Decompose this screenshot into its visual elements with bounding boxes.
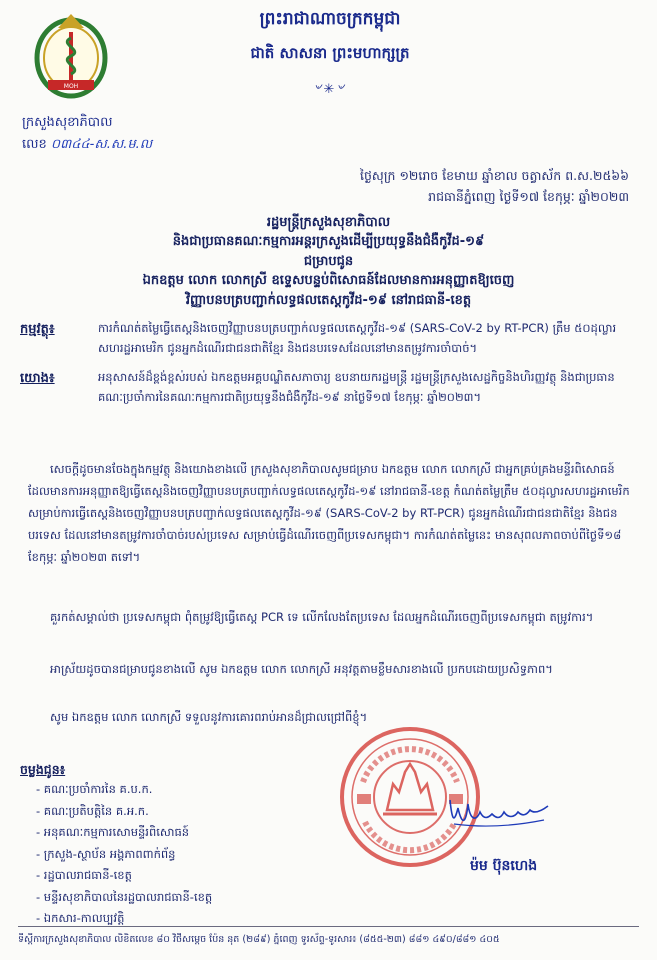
ministry-name: ក្រសួងសុខាភិបាល — [22, 115, 113, 130]
list-item: - មន្ទីរសុខាភិបាលនៃរដ្ឋបាលរាជធានី-ខេត្ត — [36, 889, 213, 904]
closing-paragraph: សូម ឯកឧត្តម លោក លោកស្រី ទទួលនូវការគោរពរាប់អានដ៏ជ្រាលជ្រៅពីខ្ញុំ។ — [50, 710, 368, 724]
subject-text: ការកំណត់តម្លៃធ្វើតេស្តនិងចេញវិញ្ញាបនបត្របញ្ជាក់លទ្ធផលតេស្តកូវីដ-១៩ (SARS-CoV-2 by RT-PCR) ត្រឹម ៥០ដុល្លារសហរដ្ឋអាមេរិក ជូនអ្នកដំណើរជាជនជាតិខ្មែរ និងជនបរទេសដែលនៅមានតម្រូវការចាំបាច់។ — [98, 321, 617, 355]
reference-number — [22, 136, 152, 155]
ref-number: ០៣៤៤-ស.ស.ម.ល — [50, 137, 153, 152]
copy-to-list — [36, 782, 212, 933]
ornament: ৺✳৺ — [313, 82, 347, 97]
sender-title: រដ្ឋមន្ត្រីក្រសួងសុខាភិបាល — [266, 215, 391, 230]
kingdom-title: ព្រះរាជាណាចក្រកម្ពុជា — [259, 9, 401, 29]
footer-divider — [18, 926, 639, 927]
addressee-line-2: វិញ្ញាបនបត្របញ្ជាក់លទ្ធផលតេស្តកូវីដ-១៩ នៅរាជធានី-ខេត្ត — [185, 293, 472, 308]
body-paragraph-1: សេចក្តីដូចមានចែងក្នុងកម្មវត្ថុ និងយោងខាងលើ ក្រសួងសុខាភិបាលសូមជម្រាប ឯកឧត្តម លោក លោកស្រី ជាអ្នកគ្រប់គ្រងមន្ទីរពិសោធន៍ដែលមានការអនុញ្ញាតឱ្យធ្វើតេស្តនិងចេញវិញ្ញាបនបត្របញ្ជាក់លទ្ធផលតេស្តកូវីដ-១៩ នៅរាជធានី-ខេត្ត កំណត់តម្លៃត្រឹម ៥០ដុល្លារសហរដ្ឋអាមេរិក សម្រាប់ការធ្វើតេស្តនិងចេញវិញ្ញាបនបត្របញ្ជាក់លទ្ធផលតេស្តកូវីដ-១៩ (SARS-CoV-2 by RT-PCR) ជូនអ្នកដំណើរជាជនជាតិខ្មែរ និងជនបរទេស ដែលនៅមានតម្រូវការចាំបាច់របស់ប្រទេស សម្រាប់ធ្វើដំណើរចេញពីប្រទេសកម្ពុជា។ ការកំណត់តម្លៃនេះ មានសុពលភាពចាប់ពីថ្ងៃទី១៨ ខែកុម្ភៈ ឆ្នាំ២០២៣ តទៅ។ — [28, 462, 630, 564]
signature-icon — [444, 790, 554, 835]
lunar-date: ថ្ងៃសុក្រ ១២រោច ខែមាឃ ឆ្នាំខាល ចត្វាស័ក ព.ស.២៥៦៦ — [360, 168, 629, 183]
national-motto: ជាតិ សាសនា ព្រះមហាក្សត្រ — [250, 44, 410, 62]
copy-to-title: ចម្លងជូន៖ — [20, 762, 66, 777]
body-paragraph-3: អាស្រ័យដូចបានជម្រាបជូនខាងលើ សូម ឯកឧត្តម លោក លោកស្រី អនុវត្តតាមខ្លឹមសារខាងលើ ប្រកបដោយប្រសិទ្ធភាព។ — [50, 662, 553, 676]
ref-prefix: លេខ — [22, 137, 47, 152]
list-item: - រដ្ឋបាលរាជធានី-ខេត្ត — [36, 868, 132, 882]
list-item: - គណៈប្រចាំការនៃ គ.ប.ក. — [36, 782, 153, 796]
body-paragraph-2: គួរកត់សម្គាល់ថា ប្រទេសកម្ពុជា ពុំតម្រូវឱ្យធ្វើតេស្ត PCR ទេ លើកលែងតែប្រទេស ដែលអ្នកដំណើរចេញពីប្រទេសកម្ពុជា តម្រូវការ។ — [50, 610, 594, 624]
svg-text:MOH: MOH — [63, 83, 79, 90]
salutation: ជម្រាបជូន — [303, 254, 354, 269]
list-item: - អនុគណៈកម្មការសោមន្ទីរពិសោធន៍ — [36, 825, 190, 839]
sender-subtitle: និងជាប្រធានគណៈកម្មការអន្តរក្រសួងដើម្បីប្រយុទ្ធនឹងជំងឺកូវីដ-១៩ — [172, 234, 485, 249]
reference-label: យោង៖ — [20, 371, 55, 386]
subject-label: កម្មវត្ថុ៖ — [20, 322, 55, 337]
addressee-line-1: ឯកឧត្តម លោក លោកស្រី ឧទ្ទេសបន្ទប់ពិសោធន៍ដែលមានការអនុញ្ញាតឱ្យចេញ — [142, 273, 515, 288]
list-item: - គណៈប្រតិបត្តិនៃ គ.អ.ក. — [36, 803, 149, 818]
signer-name: ម៉ម ប៊ុនហេង — [470, 858, 538, 874]
ministry-logo-icon — [28, 10, 114, 106]
footer-address: ទីស្តីការក្រសួងសុខាភិបាល លិខិតលេខ ៨០ វិថីសម្តេច ប៉ែន នុត (២៨៩) ភ្នំពេញ ទូរស័ព្ទ-ទូរសារ៖ (៨៥៥-២៣) ៨៨១ ៤៩០/៨៨១ ៤០៥ — [18, 934, 500, 945]
solar-date: រាជធានីភ្នំពេញ ថ្ងៃទី១៧ ខែកុម្ភៈ ឆ្នាំ២០២៣ — [428, 189, 629, 204]
list-item: - ឯកសារ-កាលប្បវត្តិ — [36, 911, 125, 925]
reference-text: អនុសាសន៍ដ៏ខ្ពង់ខ្ពស់របស់ ឯកឧត្តមអគ្គបណ្ឌិតសភាចារ្យ ឧបនាយករដ្ឋមន្ត្រី រដ្ឋមន្ត្រីក្រសួងសេដ្ឋកិច្ចនិងហិរញ្ញវត្ថុ និងជាប្រធានគណៈប្រចាំការនៃគណៈកម្មការជាតិប្រយុទ្ធនឹងជំងឺកូវីដ-១៩ នាថ្ងៃទី១៧ ខែកុម្ភៈ ឆ្នាំ២០២៣។ — [98, 370, 615, 404]
list-item: - ក្រសួង-ស្ថាប័ន អង្គភាពពាក់ព័ន្ធ — [36, 846, 176, 861]
